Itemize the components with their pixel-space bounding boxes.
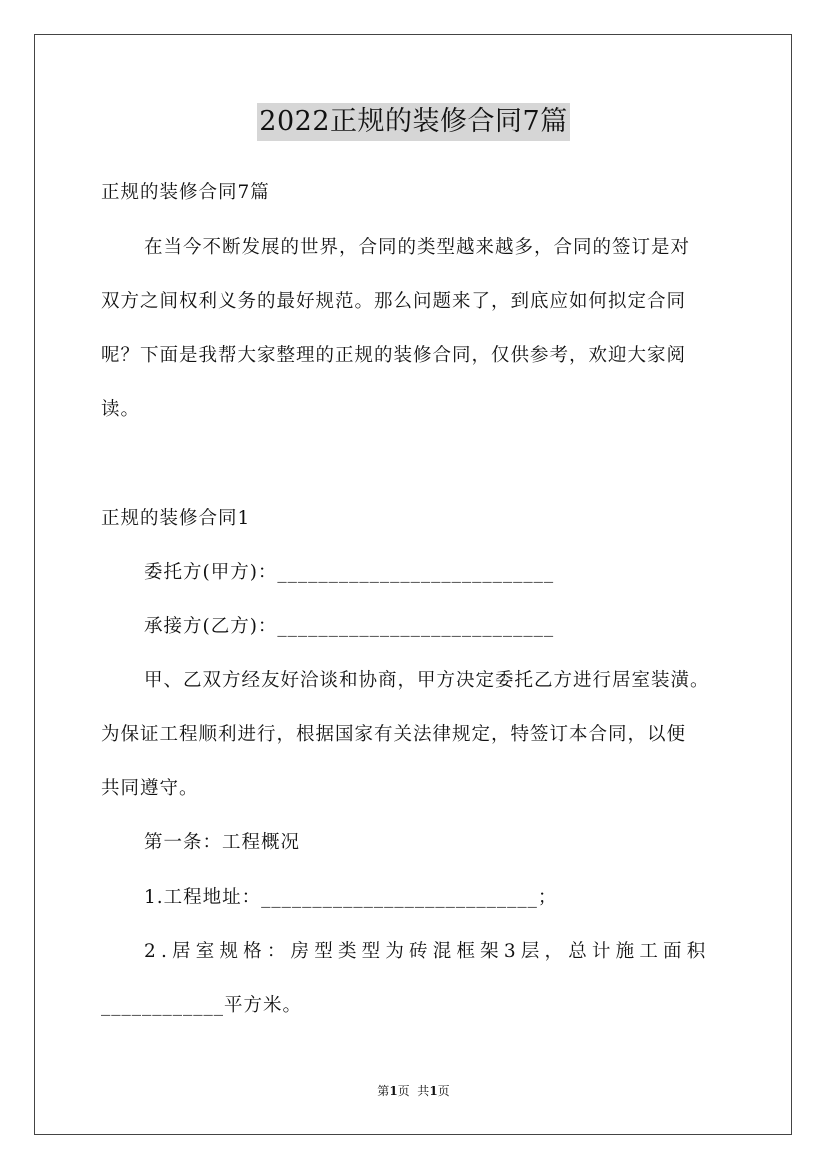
item-2-line-1: 2.居室规格：房型类型为砖混框架3层，总计施工面积: [144, 941, 711, 962]
title-container: [0, 103, 827, 141]
page-footer: [0, 1083, 827, 1099]
footer-suffix: 页: [437, 1084, 450, 1098]
intro-line-3: 呢？下面是我帮大家整理的正规的装修合同，仅供参考，欢迎大家阅: [101, 345, 687, 366]
article-1-heading: 第一条：工程概况: [144, 832, 301, 853]
preamble-line-3: 共同遵守。: [101, 778, 199, 799]
section-heading: 正规的装修合同1: [101, 508, 251, 529]
document-subtitle: 正规的装修合同7篇: [101, 182, 270, 203]
party-b-line: 承接方(乙方)：___________________________: [144, 616, 555, 637]
party-a-line: 委托方(甲方)：___________________________: [144, 562, 555, 583]
preamble-line-2: 为保证工程顺利进行，根据国家有关法律规定，特签订本合同，以便: [101, 724, 687, 745]
intro-line-4: 读。: [101, 399, 141, 420]
current-page-number: 1: [389, 1084, 398, 1098]
footer-mid: 页 共: [397, 1084, 430, 1098]
preamble-line-1: 甲、乙双方经友好洽谈和协商，甲方决定委托乙方进行居室装潢。: [144, 670, 710, 691]
intro-line-2: 双方之间权利义务的最好规范。那么问题来了，到底应如何拟定合同: [101, 291, 687, 312]
item-1-address: 1.工程地址：___________________________；: [144, 887, 558, 908]
document-title: 2022正规的装修合同7篇: [257, 103, 569, 141]
item-2-line-2: ____________平方米。: [101, 995, 303, 1016]
total-pages-number: 1: [429, 1084, 438, 1098]
intro-line-1: 在当今不断发展的世界，合同的类型越来越多，合同的签订是对: [144, 237, 691, 258]
footer-prefix: 第: [377, 1084, 390, 1098]
